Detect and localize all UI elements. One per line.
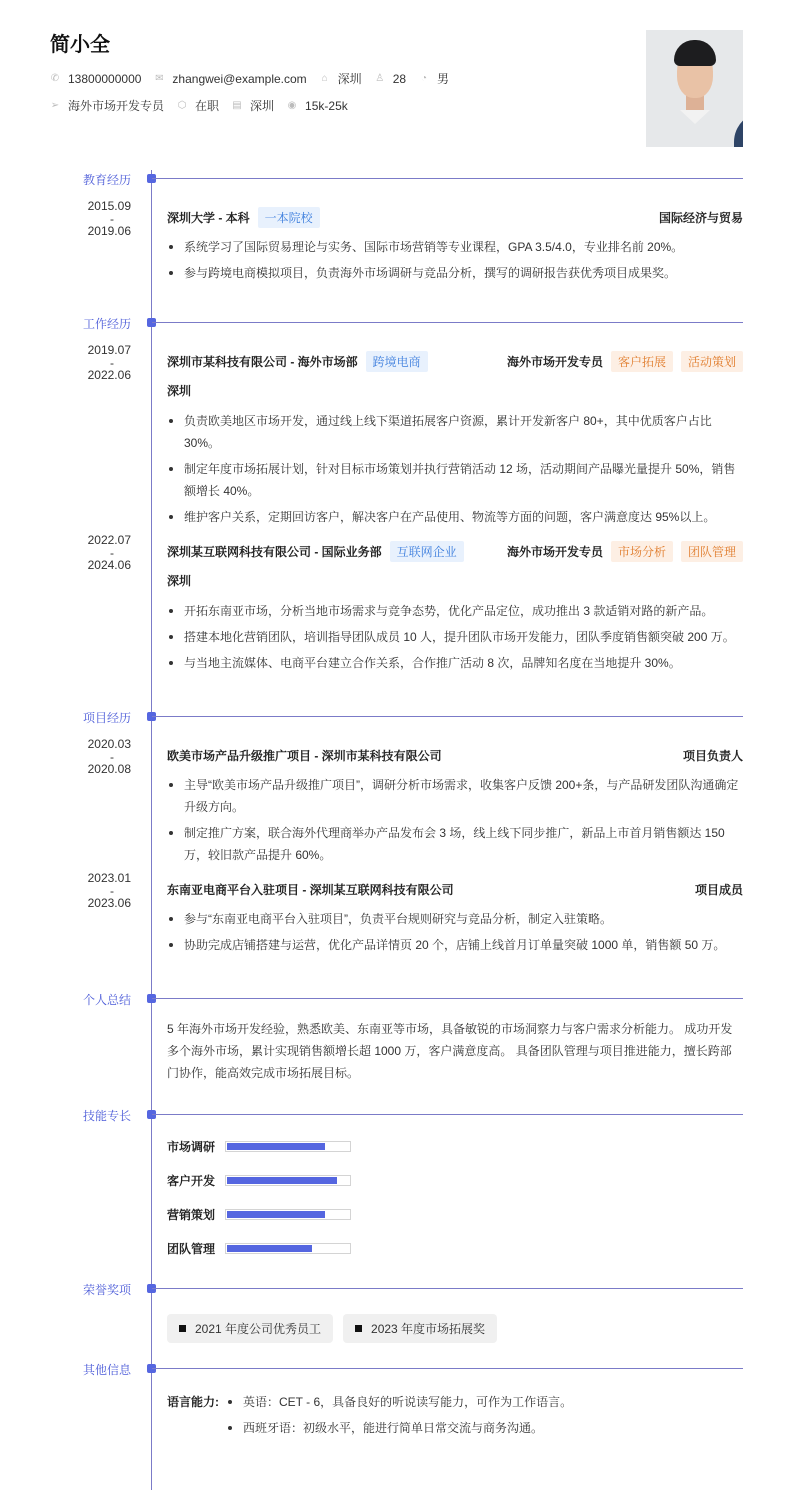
other-info — [167, 1391, 743, 1443]
section-divider — [152, 178, 743, 179]
bullet-list — [167, 600, 743, 674]
bullet-item: 参与“东南亚电商平台入驻项目”，负责平台规则研究与竞品分析，制定入驻策略。 — [167, 908, 743, 930]
language-label: 语言能力: — [167, 1395, 219, 1409]
date-start: 2015.09 — [87, 199, 131, 213]
entry — [87, 871, 743, 956]
skill-item — [167, 1136, 743, 1156]
honor-chip — [343, 1314, 497, 1343]
mail-icon: ✉ — [155, 73, 164, 84]
building-icon: ▤ — [232, 100, 242, 111]
date-start: 2022.07 — [87, 533, 131, 547]
bullet-list — [167, 410, 743, 528]
skill-name: 市场调研 — [167, 1139, 216, 1154]
bullet-item: 负责欧美地区市场开发，通过线上线下渠道拓展客户资源，累计开发新客户 80+，其中优质客户占比 30%。 — [167, 410, 743, 454]
skill-name: 团队管理 — [167, 1241, 216, 1256]
summary-text: 5 年海外市场开发经验，熟悉欧美、东南亚等市场，具备敏锐的市场洞察力与客户需求分析能力。 成功开发多个海外市场，累计实现销售额增长超 1000 万，客户满意度高。 具备团队管理与项目推进能力，擅长跨部门协作，能高效完成市场拓展目标。 — [167, 1022, 733, 1080]
skill-name: 营销策划 — [167, 1207, 216, 1222]
date-sep: - — [110, 749, 114, 764]
section-title: 教育经历 — [83, 173, 132, 187]
work-location: 深圳 — [167, 574, 192, 588]
section-divider — [152, 1288, 743, 1289]
section-body — [167, 1018, 743, 1084]
section-body — [87, 737, 743, 956]
bullet-item: 主导“欧美市场产品升级推广项目”，调研分析市场需求，收集客户反馈 200+条，与产品研发团队沟通确定升级方向。 — [167, 774, 743, 818]
skill-tag: 活动策划 — [681, 351, 743, 372]
age: 28 — [392, 71, 407, 86]
entry — [87, 343, 743, 528]
job-role: 海外市场开发专员 — [506, 544, 603, 559]
status-icon: ⬡ — [177, 100, 187, 111]
entry — [87, 737, 743, 866]
section-title: 工作经历 — [83, 317, 132, 331]
intent-row — [50, 97, 361, 114]
date-sep: - — [110, 355, 114, 370]
skill-bar-fill — [227, 1143, 325, 1150]
bullet-item: 系统学习了国际贸易理论与实务、国际市场营销等专业课程，GPA 3.5/4.0，专业排名前 20%。 — [167, 236, 743, 258]
section-divider — [152, 1368, 743, 1369]
bullet-item: 参与跨境电商模拟项目，负责海外市场调研与竞品分析，撰写的调研报告获优秀项目成果奖。 — [167, 262, 743, 284]
section-body — [167, 1314, 743, 1343]
date-range — [83, 872, 131, 910]
section-body — [167, 1391, 743, 1443]
section-title: 荣誉奖项 — [83, 1283, 132, 1297]
skill-bar — [225, 1243, 351, 1254]
date-end: 2023.06 — [87, 896, 131, 910]
skill-bar — [225, 1175, 351, 1186]
section-header — [83, 988, 743, 1008]
project-role: 项目负责人 — [682, 748, 743, 763]
section-title: 其他信息 — [83, 1363, 132, 1377]
candidate-name: 简小全 — [50, 34, 110, 56]
school-name: 深圳大学 - 本科 — [167, 210, 250, 225]
date-end: 2019.06 — [87, 224, 131, 238]
section-header — [83, 1278, 743, 1298]
section-projects — [83, 706, 743, 960]
date-start: 2019.07 — [87, 343, 131, 357]
date-range — [83, 534, 131, 572]
skill-tag: 客户拓展 — [611, 351, 673, 372]
bullet-item: 协助完成店铺搭建与运营，优化产品详情页 20 个，店铺上线首月订单量突破 1000 单，销售额 50 万。 — [167, 934, 743, 956]
skill-bar-fill — [227, 1245, 312, 1252]
hometown: 深圳 — [337, 72, 362, 86]
skill-bar-fill — [227, 1177, 337, 1184]
skill-bar-fill — [227, 1211, 325, 1218]
square-bullet-icon — [355, 1325, 362, 1332]
send-icon: ➢ — [50, 100, 60, 111]
entry-title-row — [167, 878, 743, 900]
bullet-list — [167, 236, 743, 284]
honor-chip — [167, 1314, 333, 1343]
section-education — [83, 168, 743, 288]
section-skills — [83, 1104, 743, 1272]
section-header — [83, 168, 743, 188]
skill-item — [167, 1238, 743, 1258]
project-name: 东南亚电商平台入驻项目 - 深圳某互联网科技有限公司 — [167, 882, 454, 897]
bullet-item: 与当地主流媒体、电商平台建立合作关系，合作推广活动 8 次，品牌知名度在当地提升 30%。 — [167, 652, 743, 674]
entry-title-row — [167, 540, 743, 562]
section-body — [87, 343, 743, 674]
language-item: 英语：CET - 6，具备良好的听说读写能力，可作为工作语言。 — [226, 1391, 572, 1413]
skill-name: 客户开发 — [167, 1173, 216, 1188]
language-list — [226, 1391, 572, 1443]
phone-icon: ✆ — [50, 73, 60, 84]
date-end: 2022.06 — [87, 368, 131, 382]
bullet-item: 搭建本地化营销团队，培训指导团队成员 10 人，提升团队市场开发能力，团队季度销售额突破 200 万。 — [167, 626, 743, 648]
date-sep: - — [110, 883, 114, 898]
phone: 13800000000 — [68, 71, 142, 86]
bullet-list — [167, 908, 743, 956]
skill-list — [167, 1136, 743, 1258]
job-role: 海外市场开发专员 — [506, 354, 603, 369]
entry — [87, 199, 743, 284]
salary-icon: ◉ — [287, 100, 297, 111]
date-range — [83, 738, 131, 776]
target-city: 深圳 — [250, 99, 275, 113]
email: zhangwei@example.com — [172, 71, 307, 86]
skill-bar — [225, 1141, 351, 1152]
section-summary — [83, 988, 743, 1084]
major: 国际经济与贸易 — [658, 210, 743, 225]
honor-text: 2023 年度市场拓展奖 — [371, 1322, 486, 1336]
project-role: 项目成员 — [694, 882, 743, 897]
section-header — [83, 706, 743, 726]
work-location: 深圳 — [167, 384, 192, 398]
company-name: 深圳市某科技有限公司 - 海外市场部 — [167, 354, 358, 369]
section-divider — [152, 322, 743, 323]
date-range — [83, 200, 131, 238]
honor-list — [167, 1314, 743, 1343]
date-start: 2023.01 — [87, 871, 131, 885]
skill-tag: 市场分析 — [611, 541, 673, 562]
date-end: 2020.08 — [87, 762, 131, 776]
entry-title-row — [167, 744, 743, 766]
school-tag: 一本院校 — [258, 207, 320, 228]
home-icon: ⌂ — [321, 73, 328, 84]
bullet-item: 开拓东南亚市场，分析当地市场需求与竞争态势，优化产品定位，成功推出 3 款适销对路的新产品。 — [167, 600, 743, 622]
section-body — [87, 199, 743, 284]
section-other — [83, 1358, 743, 1443]
date-range — [83, 344, 131, 382]
date-start: 2020.03 — [87, 737, 131, 751]
skill-item — [167, 1170, 743, 1190]
square-bullet-icon — [179, 1325, 186, 1332]
profile-photo — [646, 30, 743, 147]
section-honors — [83, 1278, 743, 1343]
section-header — [83, 312, 743, 332]
bullet-item: 维护客户关系，定期回访客户，解决客户在产品使用、物流等方面的问题，客户满意度达 95%以上。 — [167, 506, 743, 528]
section-header — [83, 1358, 743, 1378]
section-title: 技能专长 — [83, 1109, 132, 1123]
skill-bar — [225, 1209, 351, 1220]
contact-row — [50, 70, 462, 87]
industry-tag: 互联网企业 — [390, 541, 464, 562]
target-job: 海外市场开发专员 — [68, 99, 165, 113]
section-header — [83, 1104, 743, 1124]
company-name: 深圳某互联网科技有限公司 - 国际业务部 — [167, 544, 382, 559]
section-title: 项目经历 — [83, 711, 132, 725]
age-icon: ♙ — [375, 73, 385, 84]
project-name: 欧美市场产品升级推广项目 - 深圳市某科技有限公司 — [167, 748, 442, 763]
skill-item — [167, 1204, 743, 1224]
date-sep: - — [110, 211, 114, 226]
date-sep: - — [110, 545, 114, 560]
industry-tag: 跨境电商 — [366, 351, 428, 372]
section-work — [83, 312, 743, 678]
skill-tag: 团队管理 — [681, 541, 743, 562]
date-end: 2024.06 — [87, 558, 131, 572]
section-divider — [152, 716, 743, 717]
entry — [87, 533, 743, 674]
section-title: 个人总结 — [83, 993, 132, 1007]
section-divider — [152, 998, 743, 999]
language-item: 西班牙语：初级水平，能进行简单日常交流与商务沟通。 — [226, 1417, 572, 1439]
section-divider — [152, 1114, 743, 1115]
honor-text: 2021 年度公司优秀员工 — [195, 1322, 322, 1336]
entry-title-row — [167, 206, 743, 228]
gender: 男 — [437, 72, 450, 86]
entry-title-row — [167, 350, 743, 372]
bullet-item: 制定年度市场拓展计划，针对目标市场策划并执行营销活动 12 场，活动期间产品曝光量提升 50%，销售额增长 40%。 — [167, 458, 743, 502]
bullet-list — [167, 774, 743, 866]
gender-icon: ◔ — [421, 73, 428, 84]
section-body — [167, 1136, 743, 1258]
bullet-item: 制定推广方案，联合海外代理商举办产品发布会 3 场，线上线下同步推广，新品上市首月销售额达 150 万，较旧款产品提升 60%。 — [167, 822, 743, 866]
salary: 15k-25k — [305, 98, 348, 113]
job-status: 在职 — [195, 99, 220, 113]
